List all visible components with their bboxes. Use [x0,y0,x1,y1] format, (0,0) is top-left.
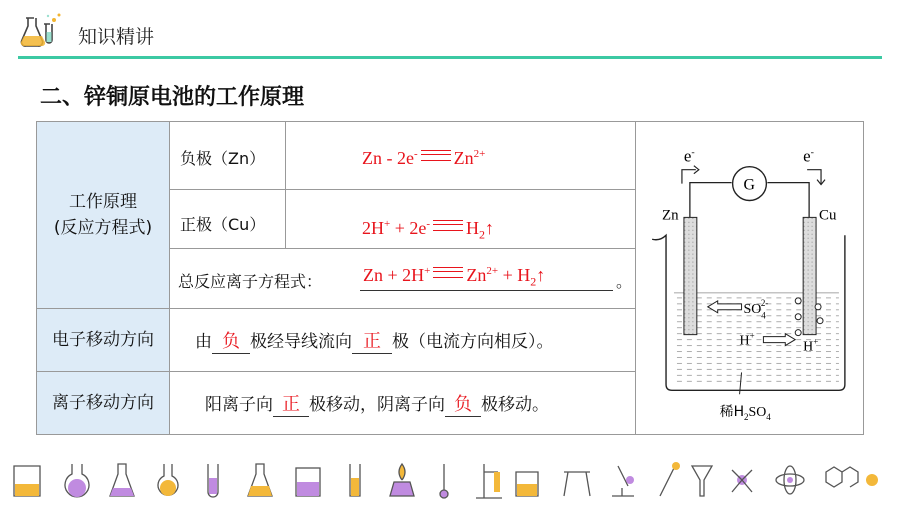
stand-icon [476,464,502,498]
negative-eq-cell [286,122,635,190]
total-label: 总反应离子方程式： [178,272,323,291]
electron-sentence: 由 负 极经导线流向 正 极（电流方向相反）。 [195,327,554,354]
electron-right-label: e- [803,146,814,166]
flask-icon [18,12,68,52]
galvanometer-label: G [743,176,756,194]
hydrogen-ion-left: H+ [739,330,755,349]
electron-label-cell [37,309,170,372]
conical-flask-icon [248,464,272,496]
burner-icon [390,464,414,496]
positive-eq-cell [286,190,635,249]
solution-label: 稀$H_2SO_4$ [719,404,771,423]
jar-icon [296,468,320,496]
principle-label-line2: (反应方程式) [53,218,153,238]
dropper-icon [660,462,680,496]
page-title: 知识精讲 [78,26,155,48]
flask-icon [158,464,178,496]
principle-table [36,121,636,435]
positive-label-cell [170,190,286,249]
negative-label-cell [170,122,286,190]
negative-label: 负极（Zn） [180,149,266,168]
total-cell [170,249,635,309]
section-title: 二、锌铜原电池的工作原理 [40,85,305,110]
zinc-electrode [684,217,697,334]
cu-label: Cu [819,207,837,224]
copper-electrode [803,217,816,334]
thermometer-icon [440,464,448,498]
ion-label-cell [37,372,170,434]
positive-label: 正极（Cu） [180,215,266,234]
beaker-icon [14,466,40,496]
sun-icon [866,474,878,486]
ion-sentence: 阳离子向 正 极移动，阴离子向 负 极移动。 [205,390,549,417]
total-equation: Zn + 2H+ $Zn^{2+}$ + $H_2↑$ [360,265,613,291]
microscope-icon [612,466,634,496]
galvanic-cell-diagram [636,121,864,435]
sulfate-label: $SO_42-$ [743,297,769,321]
ion-text-cell [170,372,635,434]
positive-equation: 2H+ + 2e- $H_2↑$ [362,218,495,242]
cylinder-icon [350,464,360,496]
test-tube-icon [208,464,218,497]
hydrogen-ion-right: H+ [803,336,819,355]
zn-label: Zn [662,207,679,224]
electron-label: 电子移动方向 [52,330,154,350]
ion-label: 离子移动方向 [52,393,154,413]
electron-arrow-left [682,170,696,184]
header-divider [18,56,882,59]
atom-icon [776,466,804,494]
electron-left-label: e- [683,146,695,166]
lab-icons-footer [0,458,900,506]
funnel-icon [692,466,712,496]
round-flask-icon [65,464,89,497]
tripod-icon [564,472,590,496]
hexagon-icon [826,467,858,487]
cup-icon [516,472,538,496]
negative-equation: Zn - 2e- $Zn^{2+}$ [362,148,486,168]
principle-label-cell [37,122,170,309]
molecule-icon [732,470,752,492]
electron-text-cell [170,309,635,372]
total-end: 。 [616,272,633,291]
principle-label-line1: 工作原理 [68,192,137,212]
erlenmeyer-icon [110,464,134,496]
